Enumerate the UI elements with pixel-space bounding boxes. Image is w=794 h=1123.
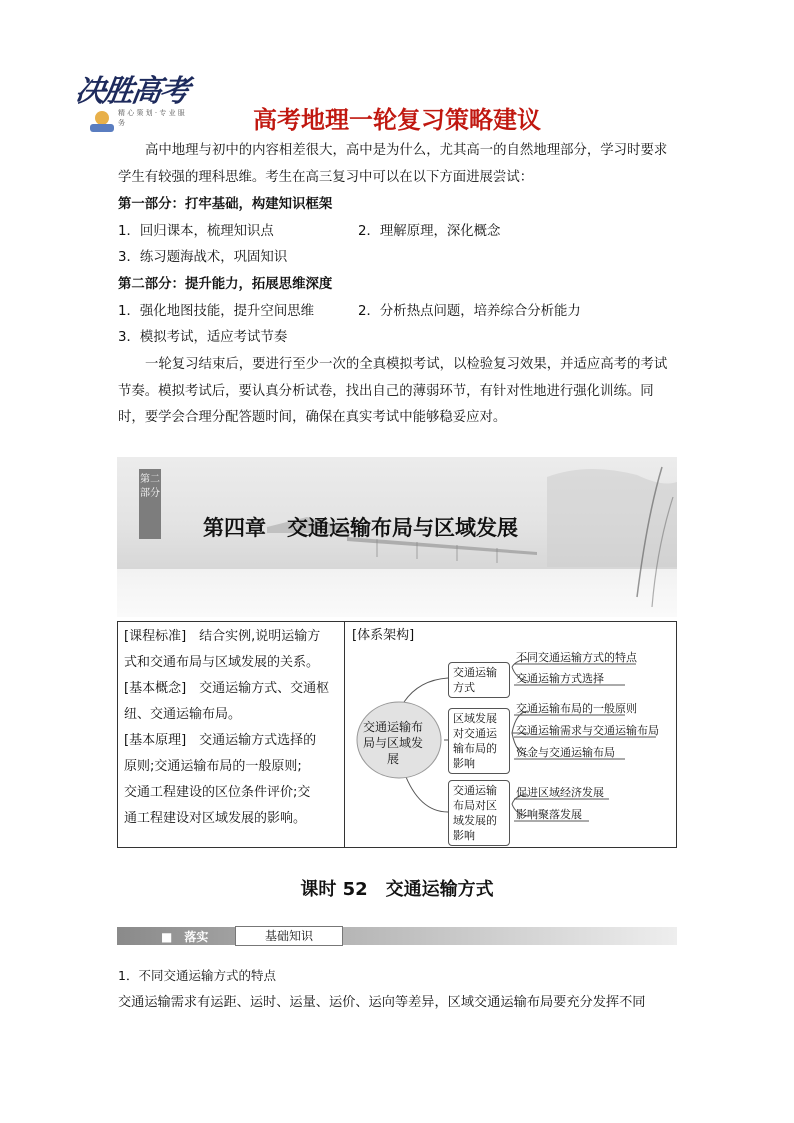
mind-map-center: 交通运输布局与区域发展 [362,720,423,766]
chapter-title: 第四章 交通运输布局与区域发展 [203,516,518,540]
page-title: 高考地理一轮复习策略建议 [253,106,541,134]
leaf: 不同交通运输方式的特点 [516,651,637,664]
leaf: 促进区域经济发展 [516,786,604,799]
curriculum-line: [基本原理] 交通运输方式选择的 [124,733,317,748]
part2-item-3: 3．模拟考试，适应考试节奏 [118,330,288,345]
curriculum-text [124,624,340,832]
leaf: 交通运输需求与交通运输布局 [516,724,659,737]
leaf: 交通运输方式选择 [516,672,604,685]
leaf: 影响聚落发展 [516,808,582,821]
curriculum-line: 原则;交通运输布局的一般原则; [124,759,302,774]
logo-slogan: 精 心 策 划 · 专 业 服 务 [118,109,185,127]
branch-transport-impact: 交通运输布局对区域发展的影响 [448,780,510,846]
overview-table [117,621,677,848]
curriculum-line: 纽、交通运输布局。 [124,707,242,722]
curriculum-line: 交通工程建设的区位条件评价;交 [124,785,311,800]
chapter-banner [117,457,677,617]
curriculum-line: [基本概念] 交通运输方式、交通枢 [124,681,330,696]
curriculum-line: 通工程建设对区域发展的影响。 [124,811,307,826]
part2-item-2: 2．分析热点问题，培养综合分析能力 [358,304,581,319]
curriculum-line: [课程标准] 结合实例,说明运输方 [124,629,321,644]
curriculum-line: 式和交通布局与区域发展的关系。 [124,655,320,670]
part1-item-1: 1．回归课本，梳理知识点 [118,224,274,239]
leaf: 资金与交通运输布局 [516,746,615,759]
banner-part-tag: 第二部分 [139,469,161,539]
framework-label: [体系架构] [352,628,415,643]
leaf: 交通运输布局的一般原则 [516,702,637,715]
part2-item-1: 1．强化地图技能，提升空间思维 [118,304,314,319]
logo-text: 决胜高考 [73,74,190,109]
bar-label-basics: 基础知识 [235,926,343,946]
lesson-title: 课时 52 交通运输方式 [300,879,494,900]
branch-transport-modes: 交通运输方式 [448,662,510,698]
part2-heading: 第二部分：提升能力，拓展思维深度 [118,277,333,292]
section-bar [117,927,677,945]
branch-regional-development: 区域发展对交通运输布局的影响 [448,708,510,774]
bar-label-implement: ■ 落实 [161,930,209,944]
intro-paragraph: 高中地理与初中的内容相差很大，高中是为什么，尤其高一的自然地理部分，学习时要求学生有较强的理科思维。考生在高三复习中可以在以下方面进展尝试： [118,143,668,185]
part1-item-2: 2．理解原理，深化概念 [358,224,501,239]
section-text: 交通运输需求有运距、运时、运量、运价、运向等差异，区域交通运输布局要充分发挥不同 [118,995,646,1010]
mock-exam-paragraph: 一轮复习结束后，要进行至少一次的全真模拟考试，以检验复习效果，并适应高考的考试节奏。模拟考试后，要认真分析试卷，找出自己的薄弱环节，有针对性地进行强化训练。同时，要学会合理分配答题时间，确保在真实考试中能够稳妥应对。 [118,357,668,425]
part1-item-3: 3．练习题海战术，巩固知识 [118,250,288,265]
section-heading: 1．不同交通运输方式的特点 [118,968,276,983]
part1-heading: 第一部分：打牢基础，构建知识框架 [118,197,333,212]
